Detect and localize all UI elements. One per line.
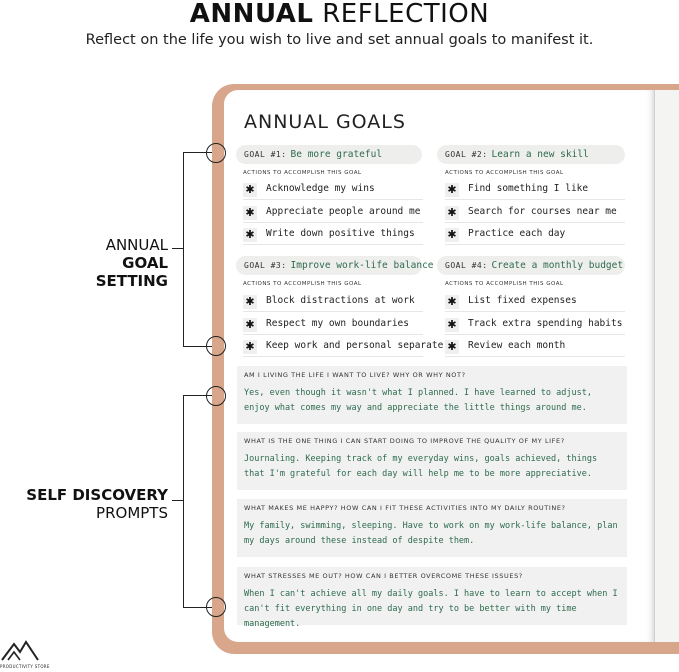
page-heading (0, 0, 679, 28)
brand-name: PRODUCTIVITY STORE (0, 664, 50, 669)
goal-3-label: GOAL #3: (244, 261, 287, 270)
goal-2-action[interactable]: ✱ Practice each day (445, 226, 625, 245)
self-discovery-line1: SELF DISCOVERY (26, 486, 168, 504)
goal-1-pill[interactable] (236, 145, 422, 164)
prompt-question: AM I LIVING THE LIFE I WANT TO LIVE? WHY OR WHY NOT? (244, 371, 466, 379)
goal-4-value: Create a monthly budget (491, 260, 624, 271)
goal-1-action[interactable]: ✱ Write down positive things (243, 226, 423, 245)
goal-2-action[interactable]: ✱ Find something I like (445, 181, 625, 200)
prompt-answer: When I can't achieve all my daily goals. I have to learn to accept when I can't fit everything in one day and try to be better with my time management. (244, 589, 618, 629)
goal-3-value: Improve work-life balance (290, 260, 434, 271)
binder-ring-icon (206, 597, 226, 617)
goal-4-pill[interactable] (437, 256, 625, 275)
prompt-question: WHAT STRESSES ME OUT? HOW CAN I BETTER OVERCOME THESE ISSUES? (244, 572, 523, 580)
goal-3-pill[interactable] (236, 256, 434, 275)
journal-facing-page (654, 90, 679, 642)
goal-1-actions-label: ACTIONS TO ACCOMPLISH THIS GOAL (243, 170, 362, 176)
prompt-card[interactable] (237, 366, 627, 424)
goal-4-action[interactable]: ✱ Track extra spending habits (445, 316, 625, 335)
goal-2-label: GOAL #2: (445, 150, 488, 159)
prompt-card[interactable] (237, 499, 627, 557)
goal-2-actions-label: ACTIONS TO ACCOMPLISH THIS GOAL (445, 170, 564, 176)
goal-setting-tick (172, 248, 184, 249)
goal-setting-bracket (183, 152, 212, 347)
self-discovery-bracket (183, 395, 212, 608)
goal-4-action[interactable]: ✱ Review each month (445, 338, 625, 357)
goal-2-pill[interactable] (437, 145, 625, 164)
goal-4-actions-label: ACTIONS TO ACCOMPLISH THIS GOAL (445, 281, 564, 287)
asterisk-icon: ✱ (243, 206, 257, 220)
goal-1-value: Be more grateful (290, 149, 383, 160)
goal-4-action[interactable]: ✱ List fixed expenses (445, 293, 625, 312)
asterisk-icon: ✱ (243, 183, 257, 197)
prompt-answer: Yes, even though it wasn't what I planned. I have learned to adjust, enjoy what comes my way and appreciate the little things around me. (244, 388, 592, 413)
goal-3-action[interactable]: ✱ Block distractions at work (243, 293, 423, 312)
goal-1-label: GOAL #1: (244, 150, 287, 159)
goal-2-value: Learn a new skill (491, 149, 589, 160)
goal-3-actions-label: ACTIONS TO ACCOMPLISH THIS GOAL (243, 281, 362, 287)
asterisk-icon: ✱ (445, 340, 459, 354)
binder-ring-icon (206, 336, 226, 356)
self-discovery-tick (172, 500, 184, 501)
prompt-card[interactable] (237, 432, 627, 490)
goal-setting-label (60, 236, 168, 290)
self-discovery-label (20, 486, 168, 522)
page-title: ANNUAL GOALS (244, 111, 406, 133)
asterisk-icon: ✱ (445, 318, 459, 332)
asterisk-icon: ✱ (445, 228, 459, 242)
binder-ring-icon (206, 386, 226, 406)
goal-1-action[interactable]: ✱ Acknowledge my wins (243, 181, 423, 200)
goal-3-action[interactable]: ✱ Respect my own boundaries (243, 316, 423, 335)
goal-4-label: GOAL #4: (445, 261, 488, 270)
page-subtitle: Reflect on the life you wish to live and set annual goals to manifest it. (85, 32, 594, 48)
goal-setting-line1: ANNUAL (105, 236, 168, 254)
goal-3-action[interactable]: ✱ Keep work and personal separate (243, 338, 423, 357)
self-discovery-line2: PROMPTS (96, 504, 168, 522)
prompt-card[interactable] (237, 567, 627, 629)
asterisk-icon: ✱ (243, 318, 257, 332)
prompt-answer: Journaling. Keeping track of my everyday wins, goals achieved, things that I'm grateful for each day will help me to be more appreciative. (244, 454, 598, 479)
binder-ring-icon (206, 143, 226, 163)
goal-2-action[interactable]: ✱ Search for courses near me (445, 204, 625, 223)
heading-bold: ANNUAL (189, 0, 314, 29)
asterisk-icon: ✱ (445, 206, 459, 220)
prompt-answer: My family, swimming, sleeping. Have to work on my work-life balance, plan my days around these instead of despite them. (244, 521, 618, 546)
goal-1-action[interactable]: ✱ Appreciate people around me (243, 204, 423, 223)
asterisk-icon: ✱ (243, 295, 257, 309)
prompt-question: WHAT IS THE ONE THING I CAN START DOING TO IMPROVE THE QUALITY OF MY LIFE? (244, 437, 565, 445)
heading-light: REFLECTION (322, 0, 490, 29)
asterisk-icon: ✱ (243, 340, 257, 354)
asterisk-icon: ✱ (445, 183, 459, 197)
goal-setting-line2: GOAL SETTING (95, 254, 168, 290)
prompt-question: WHAT MAKES ME HAPPY? HOW CAN I FIT THESE ACTIVITIES INTO MY DAILY ROUTINE? (244, 504, 566, 512)
asterisk-icon: ✱ (243, 228, 257, 242)
asterisk-icon: ✱ (445, 295, 459, 309)
